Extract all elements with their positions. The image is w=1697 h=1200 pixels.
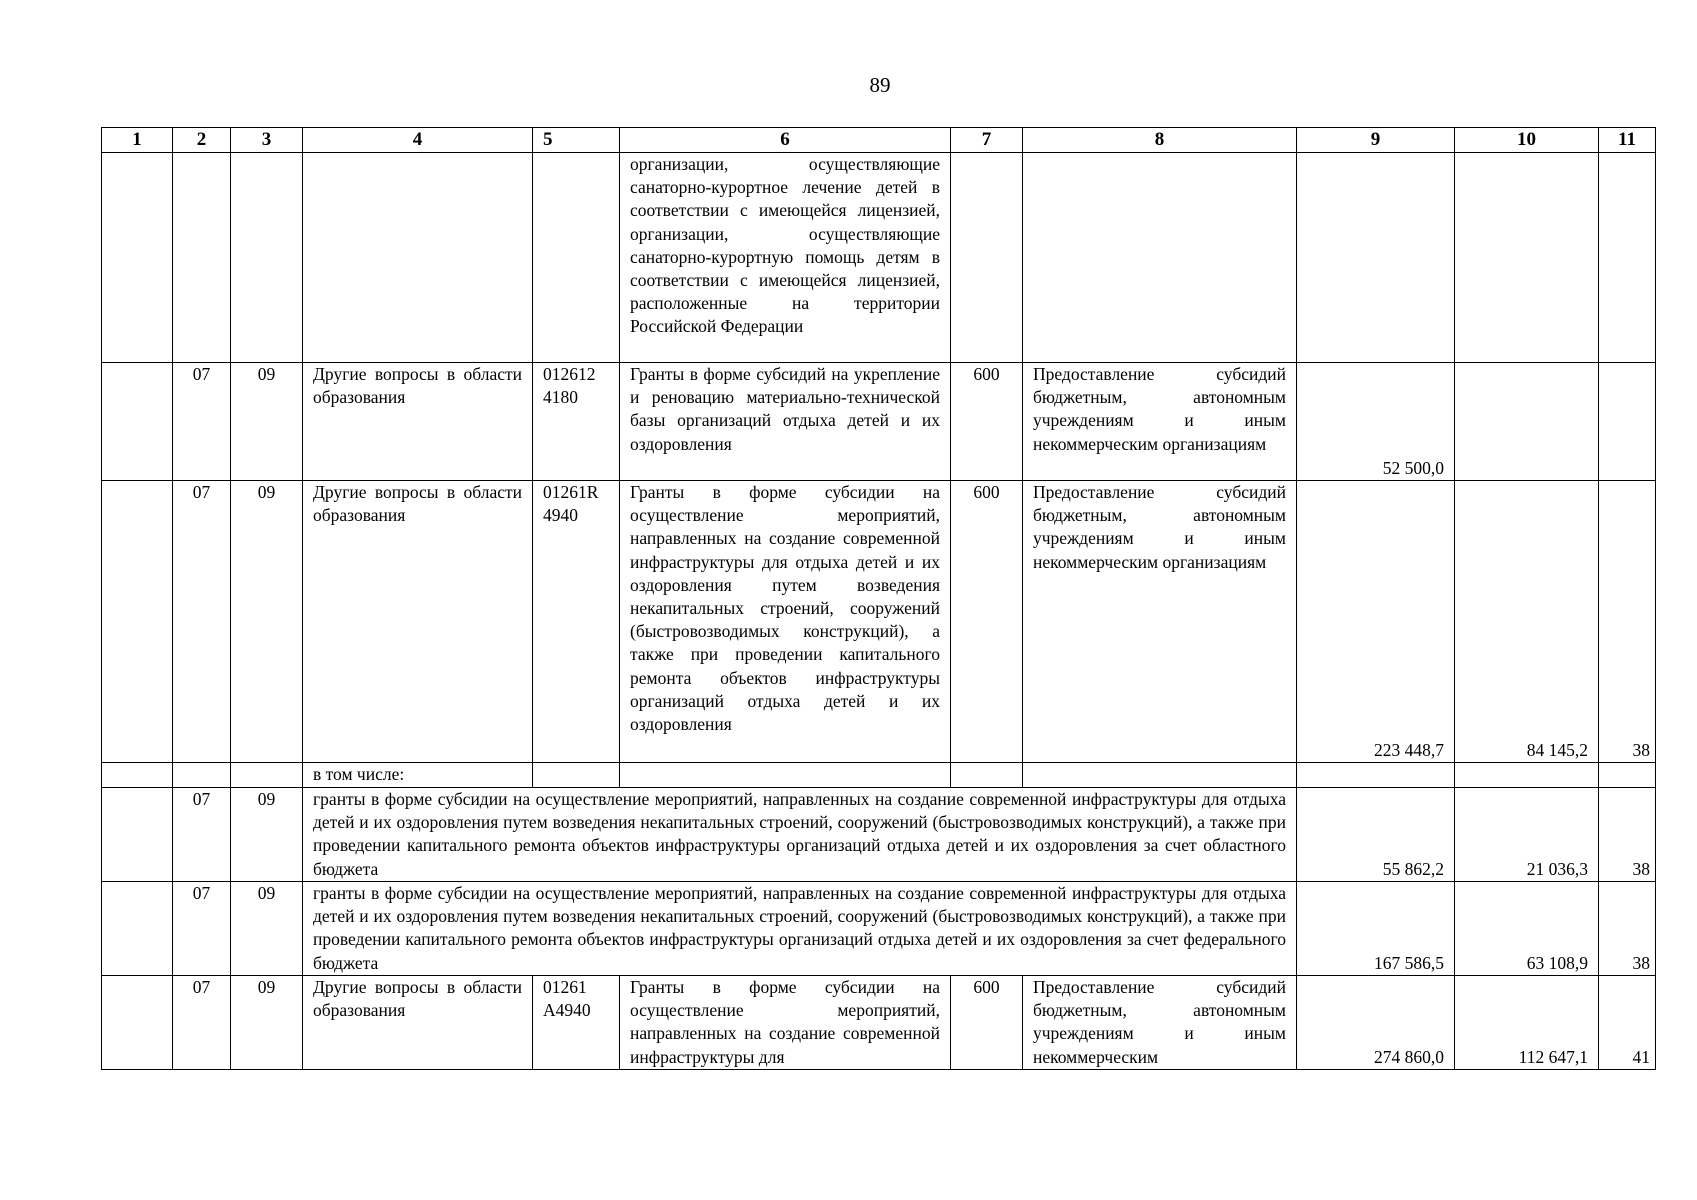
- amount-col11: 38: [1599, 882, 1656, 976]
- target-article-code: 01261R 4940: [533, 481, 620, 763]
- section-code: 07: [173, 788, 231, 882]
- purpose-cell: Гранты в форме субсидий на укрепление и реновацию материально-технической базы организаций отдыха детей и их оздоровления: [620, 363, 951, 481]
- section-code: 07: [173, 976, 231, 1070]
- header-row: [102, 128, 1656, 153]
- purpose-cell: Гранты в форме субсидии на осуществление мероприятий, направленных на создание современной инфраструктуры для отдыха детей и их оздоровления путем возведения некапитальных строений, сооружений (быстровозводимых конструкций), а также при проведении капитального ремонта объектов инфраструктуры организаций отдыха детей и их оздоровления: [620, 481, 951, 763]
- amount-col11: 38: [1599, 788, 1656, 882]
- header-cell: 9: [1297, 128, 1455, 153]
- amount-col10: 84 145,2: [1455, 481, 1599, 763]
- amount-col10: 21 036,3: [1455, 788, 1599, 882]
- amount-col9: 167 586,5: [1297, 882, 1455, 976]
- table-row: [102, 763, 1656, 788]
- purpose-cell: Гранты в форме субсидии на осуществление мероприятий, направленных на создание современной инфраструктуры для: [620, 976, 951, 1070]
- table-row: [102, 976, 1656, 1070]
- table-row: [102, 882, 1656, 976]
- page-number: 89: [869, 73, 891, 97]
- section-name: Другие вопросы в области образования: [303, 976, 533, 1070]
- target-article-code: 012612 4180: [533, 363, 620, 481]
- header-cell: 4: [303, 128, 533, 153]
- merged-description: гранты в форме субсидии на осуществление мероприятий, направленных на создание современной инфраструктуры для отдыха детей и их оздоровления путем возведения некапитальных строений, сооружений (быстровозводимых конструкций), а также при проведении капитального ремонта объектов инфраструктуры организаций отдыха детей и их оздоровления за счет федерального бюджета: [303, 882, 1297, 976]
- section-code: 07: [173, 481, 231, 763]
- section-name: Другие вопросы в области образования: [303, 481, 533, 763]
- header-cell: 10: [1455, 128, 1599, 153]
- header-cell: 11: [1599, 128, 1656, 153]
- expense-type-code: 600: [951, 976, 1023, 1070]
- header-cell: 6: [620, 128, 951, 153]
- section-name: Другие вопросы в области образования: [303, 363, 533, 481]
- amount-col9: 223 448,7: [1297, 481, 1455, 763]
- amount-col11: 38: [1599, 481, 1656, 763]
- expense-type-code: 600: [951, 363, 1023, 481]
- section-code: 07: [173, 882, 231, 976]
- amount-col11: 41: [1599, 976, 1656, 1070]
- amount-col9: 55 862,2: [1297, 788, 1455, 882]
- subsection-code: 09: [231, 976, 303, 1070]
- subsection-code: 09: [231, 788, 303, 882]
- subsection-code: 09: [231, 363, 303, 481]
- expense-type-code: 600: [951, 481, 1023, 763]
- header-cell: 2: [173, 128, 231, 153]
- expense-type-name: Предоставление субсидий бюджетным, автономным учреждениям и иным некоммерческим организациям: [1023, 481, 1297, 763]
- header-cell: 7: [951, 128, 1023, 153]
- header-cell: 3: [231, 128, 303, 153]
- expense-type-name: Предоставление субсидий бюджетным, автономным учреждениям и иным некоммерческим: [1023, 976, 1297, 1070]
- expense-type-name: Предоставление субсидий бюджетным, автономным учреждениям и иным некоммерческим организациям: [1023, 363, 1297, 481]
- merged-description: гранты в форме субсидии на осуществление мероприятий, направленных на создание современной инфраструктуры для отдыха детей и их оздоровления путем возведения некапитальных строений, сооружений (быстровозводимых конструкций), а также при проведении капитального ремонта объектов инфраструктуры организаций отдыха детей и их оздоровления за счет областного бюджета: [303, 788, 1297, 882]
- header-cell: 8: [1023, 128, 1297, 153]
- amount-col10: 112 647,1: [1455, 976, 1599, 1070]
- including-label: в том числе:: [303, 763, 533, 788]
- table-row: [102, 363, 1656, 481]
- subsection-code: 09: [231, 882, 303, 976]
- header-cell: 5: [533, 128, 620, 153]
- table-row: [102, 481, 1656, 763]
- table-row: [102, 153, 1656, 363]
- table-row: [102, 788, 1656, 882]
- amount-col9: 52 500,0: [1297, 363, 1455, 481]
- purpose-cell: организации, осуществляющие санаторно-курортное лечение детей в соответствии с имеющейся лицензией, организации, осуществляющие санаторно-курортную помощь детям в соответствии с имеющейся лицензией, расположенные на территории Российской Федерации: [620, 153, 951, 363]
- budget-table: [101, 127, 1656, 1070]
- header-cell: 1: [102, 128, 173, 153]
- amount-col9: 274 860,0: [1297, 976, 1455, 1070]
- target-article-code: 01261 А4940: [533, 976, 620, 1070]
- subsection-code: 09: [231, 481, 303, 763]
- section-code: 07: [173, 363, 231, 481]
- amount-col10: 63 108,9: [1455, 882, 1599, 976]
